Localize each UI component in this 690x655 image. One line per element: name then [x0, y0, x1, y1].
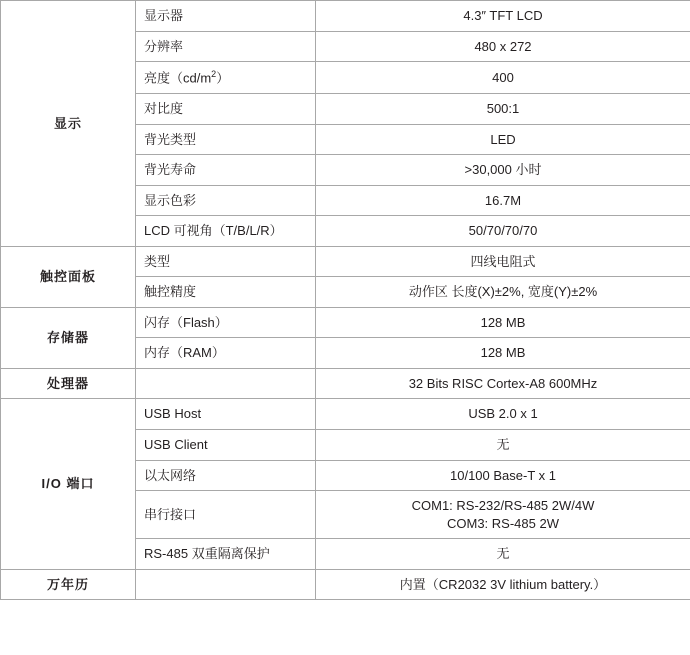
item-label-tail: ）	[216, 70, 230, 86]
item-label-text: 亮度（cd/m	[144, 70, 212, 86]
group-label-processor: 处理器	[1, 368, 136, 399]
item-label: LCD 可视角（T/B/L/R）	[136, 216, 316, 247]
table-row	[1, 569, 690, 600]
table-body	[1, 1, 690, 600]
item-value: 480 x 272	[316, 31, 690, 62]
item-value: 16.7M	[316, 185, 690, 216]
item-label: 背光类型	[136, 124, 316, 155]
item-value: >30,000 小时	[316, 155, 690, 186]
item-label: 以太网络	[136, 460, 316, 491]
table-row	[1, 307, 690, 338]
item-label-superscript: 2	[211, 69, 217, 80]
item-label	[136, 569, 316, 600]
table-row	[1, 368, 690, 399]
item-value: 动作区 长度(X)±2%, 宽度(Y)±2%	[316, 277, 690, 308]
item-label: 显示器	[136, 1, 316, 32]
item-value: 128 MB	[316, 338, 690, 369]
item-value: LED	[316, 124, 690, 155]
item-value-line-2: COM3: RS-485 2W	[447, 515, 559, 531]
table-row	[1, 399, 690, 430]
table-row	[1, 246, 690, 277]
item-label: 背光寿命	[136, 155, 316, 186]
item-label: USB Host	[136, 399, 316, 430]
group-label-display: 显示	[1, 1, 136, 247]
item-value: 32 Bits RISC Cortex-A8 600MHz	[316, 368, 690, 399]
item-label: 触控精度	[136, 277, 316, 308]
item-value: 50/70/70/70	[316, 216, 690, 247]
item-label: 类型	[136, 246, 316, 277]
item-label: 串行接口	[136, 491, 316, 539]
item-value	[316, 491, 690, 539]
item-value: 无	[316, 429, 690, 460]
item-label	[136, 368, 316, 399]
item-value: USB 2.0 x 1	[316, 399, 690, 430]
group-label-storage: 存储器	[1, 307, 136, 368]
item-value: 四线电阻式	[316, 246, 690, 277]
item-value: 内置（CR2032 3V lithium battery.）	[316, 569, 690, 600]
item-label: 内存（RAM）	[136, 338, 316, 369]
item-label: USB Client	[136, 429, 316, 460]
item-label: 对比度	[136, 93, 316, 124]
item-value: 无	[316, 539, 690, 570]
item-value-line-1: COM1: RS-232/RS-485 2W/4W	[411, 498, 595, 514]
table-row	[1, 1, 690, 32]
item-label: 显示色彩	[136, 185, 316, 216]
item-label: 闪存（Flash）	[136, 307, 316, 338]
item-label	[136, 62, 316, 94]
item-label: RS-485 双重隔离保护	[136, 539, 316, 570]
item-value: 500:1	[316, 93, 690, 124]
item-value: 400	[316, 62, 690, 94]
item-value: 4.3″ TFT LCD	[316, 1, 690, 32]
item-value: 128 MB	[316, 307, 690, 338]
group-label-io-ports: I/O 端口	[1, 399, 136, 569]
item-label: 分辨率	[136, 31, 316, 62]
item-value: 10/100 Base-T x 1	[316, 460, 690, 491]
group-label-touch-panel: 触控面板	[1, 246, 136, 307]
group-label-rtc: 万年历	[1, 569, 136, 600]
